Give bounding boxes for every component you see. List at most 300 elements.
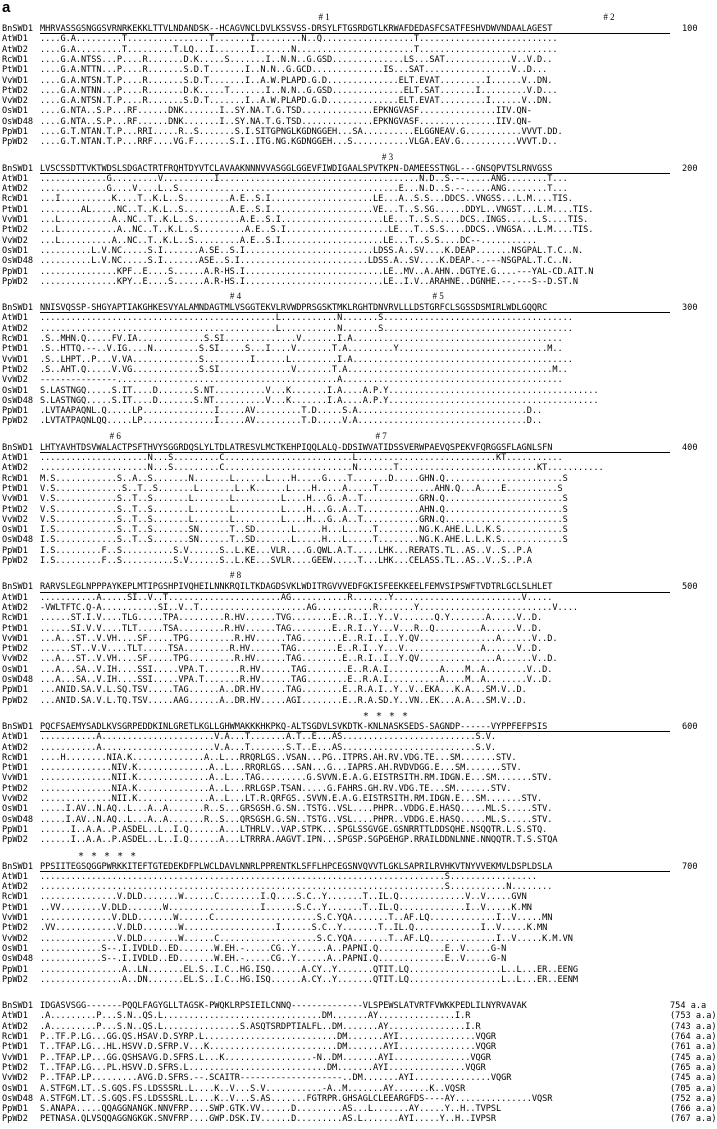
sequence-row <box>2 453 563 463</box>
sequence-row <box>2 753 517 763</box>
sequence-name: PtWD1 <box>2 902 28 913</box>
sequence-residues: ..............NIA.K..............A..L...RRLGSP.TSAN.....G.FAHRS.GH.RV.VDG.TE...SM.......STV. <box>40 783 512 794</box>
sequence-name: PtWD2 <box>2 364 28 375</box>
sequence-residues: ...A...ST..V.VH....SF.....TPG.........R.HV......TAG........E..R.I..I..Y.QV...............A......V..D. <box>40 654 558 665</box>
sequence-name: OsWD48 <box>2 814 34 825</box>
sequence-row <box>2 763 522 773</box>
sequence-name: BnSWD1 <box>2 442 34 453</box>
sequence-row <box>2 1001 707 1012</box>
sequence-residues: LHTYAVHTDSVWALACTPSFTHVYSGGRDQSLYLTDLATRESVLMCTKEHPIQQLALQ-DDSIWVATIDSSVERWPAEVQSPEKVFQRGGSFLAGNLSFN <box>40 442 553 453</box>
sequence-residues: .S..HTTQ.--..V.IG....N.........S.SI.....S...I....V.......T.A.........Y.............................M.. <box>40 344 563 355</box>
sequence-name: RcWD1 <box>2 892 28 903</box>
sequence-name: AtWD1 <box>2 871 28 882</box>
sequence-length: 754 a.a <box>670 1001 707 1012</box>
sequence-residues: ................A..DN.......EL.S..I.C..HG.ISQ......A.CY..Y.......QTIT.LQ..................L..L...ER..EENM <box>40 974 579 985</box>
sequence-residues: ......I..A.A..P.ASDEL..L..I.Q......A...LTRRRA.AAGVT.IPN...SPGSP.SGPGEHGP.RRAILDDNLNNE.NNQQTR.T.S.STQA <box>40 835 558 846</box>
sequence-name: PtWD1 <box>2 623 28 634</box>
sequence-residues: I.S............S..T..S.......SN......T..SD.......L.....H...L.....T........NG.K.AHE.L.L.K.S............S <box>40 525 568 536</box>
motif-underline <box>40 312 670 313</box>
sequence-residues: .............G....V....L..S...........................................E...N.D..S.--.....ANG........T... <box>40 184 568 195</box>
sequence-name: VvWD2 <box>2 514 28 525</box>
sequence-residues: M.S............S..A..S.......N.......L......L....H.....G....T.......D.....GHN.Q.......................S <box>40 473 568 484</box>
sequence-residues: ....G.T.NTAN.T.P...RRF....VG.F.......S.I..ITG.NG.KGDNGGEH...S...........VLGA.EAV.G...........VVVT.D.. <box>40 137 558 148</box>
sequence-residues: ...ANID.SA.V.L.SQ.TSV.....TAG......A..DR.HV.....TAG........E..R.A.I..Y..V..EKA...K.A...SM.V..D. <box>40 685 527 696</box>
sequence-residues: ...............................................................................S...........N........ <box>40 882 553 893</box>
sequence-row <box>2 913 552 923</box>
sequence-name: PpWD1 <box>2 127 28 137</box>
sequence-name: PpWD1 <box>2 964 28 975</box>
position-number: 500 <box>682 582 698 593</box>
sequence-name: OsWD48 <box>2 675 34 686</box>
sequence-row <box>2 344 563 354</box>
sequence-residues: LVSCSSDTTVKTWDSLSDGACTRTFRQHTDYVTCLAVAAKNNNVVASGGLGGEVFIWDIGAALSPVTKPN-DAMEESSTNGL---GNSQPVTSLRNVGSS <box>40 163 553 174</box>
sequence-name: PtWD1 <box>2 65 28 76</box>
sequence-name: AtWD1 <box>2 453 28 464</box>
sequence-residues: P..TFAP.LP...GG.QSHSAVG.D.SFRS.L...K.................-N..DM.......AYI...............VQGR <box>40 1052 491 1063</box>
sequence-row <box>2 675 552 685</box>
sequence-length: (766 a.a) <box>670 1104 717 1115</box>
sequence-residues: ....G.A.NTTN...P....R.......S.D.T.......I..N.N..G.GCD..............IS...SAT.................V..D... <box>40 65 548 76</box>
motif-underline <box>40 33 670 34</box>
sequence-name: PpWD1 <box>2 545 28 556</box>
sequence-name: OsWD48 <box>2 116 34 127</box>
sequence-residues: .S..AHT.Q.....V.VG.............S.SI..............V.......T.A........................................M.. <box>40 364 568 375</box>
sequence-name: OsWD48 <box>2 395 34 406</box>
sequence-row <box>2 365 568 375</box>
sequence-row <box>2 96 552 106</box>
alignment-block <box>2 989 717 1129</box>
sequence-residues: ....G.A.NTSN.T.P....R.......S.D.T.......I..A.W.PLAPD.G.D..............ELT.EVAT.........I......V..DN. <box>40 75 553 86</box>
sequence-residues: .LVTAAPAQNL.Q.....LP..............I.....AV.........T.D.....S.A.................................D.. <box>40 406 543 417</box>
sequence-name: PtWD1 <box>2 483 28 494</box>
motif-marker: # 5 <box>432 291 444 302</box>
sequence-row <box>2 416 542 426</box>
sequence-residues: .....I.AV..N.AQ..L...A..A.......R..S...QRSGSH.G.SN..TSTG..VSL....PHPR..VDDG.E.HASQ.....ML.S.....STV. <box>40 814 553 825</box>
sequence-row <box>2 505 568 515</box>
sequence-length: (745 a.a) <box>670 1073 717 1084</box>
sequence-name: RcWD1 <box>2 334 28 345</box>
sequence-row <box>2 773 552 783</box>
sequence-residues: A.STFGM.LT..S.GQS.FS.LDSSSRL.L....K..V...S.AS.......FGTRPR.GHSAGLCLEEARGFDS----AY...............VQSR <box>40 1093 553 1104</box>
sequence-row <box>2 1021 717 1032</box>
sequence-row <box>2 313 573 323</box>
sequence-row <box>2 267 593 277</box>
sequence-row <box>2 256 573 266</box>
alignment-block <box>2 152 706 292</box>
sequence-name: OsWD48 <box>2 954 34 965</box>
sequence-name: VvWD1 <box>2 913 28 924</box>
sequence-name: PpWD2 <box>2 276 28 287</box>
motif-marker: # 1 <box>318 12 330 22</box>
sequence-row <box>2 696 527 706</box>
sequence-row <box>2 644 542 654</box>
sequence-name: PtWD2 <box>2 504 28 515</box>
sequence-name: PtWD2 <box>2 225 28 236</box>
sequence-name: VvWD2 <box>2 1073 28 1084</box>
sequence-name: PpWD2 <box>2 695 28 706</box>
sequence-name: BnSWD1 <box>2 303 34 314</box>
sequence-residues: ....G.A.NTSN.T.P....R.......S.D.T.......I..A.W.PLAPD.G.D..............ELT.EVAT.........I......V..DN. <box>40 96 553 107</box>
sequence-name: RcWD1 <box>2 613 28 624</box>
sequence-residues: I.S.........F..S..........S.V......S..L.KE...VLR....G.QWL.A.T.....LHK...RERATS.TL..AS..V..S..P.A <box>40 545 532 556</box>
sequence-name: OsWD48 <box>2 535 34 546</box>
sequence-row <box>2 923 547 933</box>
motif-underline <box>40 592 670 593</box>
alignment-block <box>2 570 706 710</box>
sequence-name: AtWD1 <box>2 173 28 184</box>
sequence-name: PtWD1 <box>2 204 28 215</box>
alignment-block <box>2 431 706 571</box>
sequence-length: (767 a.a) <box>670 1114 717 1125</box>
sequence-name: PpWD2 <box>2 1114 28 1125</box>
sequence-name: VvWD1 <box>2 75 28 86</box>
sequence-row <box>2 613 542 623</box>
sequence-name: OsWD48 <box>2 256 34 267</box>
sequence-row <box>2 665 552 675</box>
sequence-row <box>2 474 568 484</box>
motif-underline <box>40 173 670 174</box>
sequence-residues: ...ANID.SA.V.L.TQ.TSV.....AAG......A..DR.HV.....AGI........E..R.A.SD.Y..VN..EK...A.A...SM.V..D. <box>40 695 527 706</box>
sequence-residues: ....H........NIA.K..............A..L...RRQRLGS..VSAN...PG..ITPRS.AH.RV.VDG.TE...SM.......STV. <box>40 752 517 763</box>
sequence-residues: P..TF.P.LG...GG.QS.HSAV.D.SYRP.L..........................DM.......AYI...............VQGR <box>40 1032 497 1043</box>
sequence-residues: ...............V.DLD.......W......C........I.Q....S.C..Y.......T..IL.Q.............V..V.....GVN <box>40 892 527 903</box>
sequence-residues: ...L...........A..NC..T..K.L..S.........A.E..S.I....................LE...T..S.S....DDCS..VNGSA...L.M....TIS. <box>40 225 594 236</box>
sequence-name: OsWD48 <box>2 1093 34 1104</box>
sequence-row <box>2 903 532 913</box>
sequence-name: AtWD2 <box>2 44 28 55</box>
sequence-name: PtWD1 <box>2 763 28 774</box>
sequence-length: (761 a.a) <box>670 1042 717 1053</box>
sequence-length: (705 a.a) <box>670 1083 717 1094</box>
sequence-name: PpWD1 <box>2 406 28 417</box>
sequence-name: AtWD2 <box>2 1021 28 1032</box>
sequence-row <box>2 34 558 44</box>
sequence-residues: T..TFAP.LG...HL.HSVV.D.SFRP.V...K.........................DM.......AYI...............VQGR <box>40 1042 497 1053</box>
sequence-row <box>2 892 527 902</box>
motif-marker: # 8 <box>229 570 242 581</box>
sequence-row <box>2 463 604 473</box>
sequence-residues: ...............KPF..E....S......A.R-HS.I...........................LE..MV..A.AHN..DGTYE.G....---YAL-CD.AIT.N <box>40 266 594 277</box>
sequence-residues: ...........A......................V.A...T.......S.T..E...AS..........................S.V. <box>40 742 497 753</box>
sequence-residues: I.S.........F..S..........S.V......S..L.KE...SVLR....GEEW.....T...LHK...CELASS.TL..AS..V..S..P.A <box>40 556 532 567</box>
sequence-residues: ..........L.V.NC.....S.I.......ASE..S.I.........................LDSS.A..SV....K.DEAP.-.---NSGPAL.T.C..N. <box>40 256 573 267</box>
sequence-residues: ..............................................L...........N.......S..................................... <box>40 323 573 334</box>
sequence-row <box>2 654 558 664</box>
sequence-name: AtWD2 <box>2 882 28 893</box>
sequence-row <box>2 277 578 287</box>
sequence-residues: ...............KPY..E....S......A.R-HS.I...........................LE..I.V..ARAHNE..DGNHE.--.---S--D.ST.N <box>40 276 579 287</box>
sequence-length: (765 a.a) <box>670 1062 717 1073</box>
sequence-row <box>2 225 593 235</box>
sequence-residues: .....................N...S.........C.........................L...........................KT........... <box>40 453 563 464</box>
sequence-row <box>2 45 558 55</box>
sequence-residues: .LVTATPAQNLQQ.....LP..............I.....AV.........T.D.....V.A.................................D.. <box>40 416 543 427</box>
sequence-residues: S.LASTNGQ.....S.IT....D.......S.NT..........V...K.......I.A....A.P.Y......................................... <box>40 385 599 396</box>
sequence-name: BnSWD1 <box>2 582 34 593</box>
sequence-residues: ..VV........V.DLD.......W..................I......S.C..Y.......T..IL.Q.............I..V.....K.MN <box>40 902 532 913</box>
position-number: 400 <box>682 442 698 453</box>
sequence-name: RcWD1 <box>2 1032 28 1043</box>
sequence-residues: ....G.A.........T................T.......I.........N..Q..................T........................... <box>40 34 558 45</box>
sequence-residues: P..TFAP.LP.........AVG.D.SFRS.--.SCAITR--------------------..DM.......AYI...............VQGR <box>40 1073 512 1084</box>
sequence-row <box>2 1032 717 1043</box>
sequence-residues: A.STFGM.LT..S.GQS.FS.LDSSSRL.L....K..V...S.V...........-A..M.......AY.......K..VQSR <box>40 1083 466 1094</box>
sequence-residues: ..............NIV.K..............A..L...RRQRLGS...SAN...G...IAPRS.AH.RVDVDGG.E...SM.......STV. <box>40 763 522 774</box>
sequence-row <box>2 106 532 116</box>
sequence-row <box>2 685 527 695</box>
sequence-residues: I.S............S..T..S.......SN......T..SD.......L.....H...L.....T........NG.K.AHE.L.L.K.S............S <box>40 535 568 546</box>
sequence-residues: ..............NII.K..............A..L...TAG.........G.SVVN.E.A.G.EISTRSITH.RM.IDGN.E...SM.......STV. <box>40 773 553 784</box>
sequence-residues: ......I..A.A..P.ASDEL..L..I.Q......A...LTHRLV..VAP.STPK...SPGLSSGVGE.GSNRRTTLDDSQHE.NSQQTR.L.S.STQ. <box>40 824 548 835</box>
sequence-name: VvWD2 <box>2 794 28 805</box>
nls-stars: * * * * * <box>77 850 137 862</box>
sequence-name: VvWD1 <box>2 633 28 644</box>
sequence-name: VvWD1 <box>2 773 28 784</box>
sequence-residues: .VV............V.DLD.......W..................I......S.C..Y.......T..IL.Q.............I..V.....K.MN <box>40 923 548 934</box>
sequence-row <box>2 732 496 742</box>
sequence-residues: ...A...ST..V.VH....SF.....TPG.........R.HV......TAG........E..R.I..I..Y.QV...............A......V..D. <box>40 633 558 644</box>
sequence-residues: S.LASTNGQ.....S.IT....D.......S.NT..........V...K.......I.A....A.P.Y......................................... <box>40 395 599 406</box>
sequence-name: AtWD1 <box>2 592 28 603</box>
sequence-row <box>2 55 552 65</box>
sequence-residues: ....G.NTA..S.P...RF......DNK.......I..SY.NA.T.G.TSD..............EPKNGVASF...............IIV.QN- <box>40 106 532 117</box>
sequence-row <box>2 1093 717 1104</box>
sequence-name: OsWD1 <box>2 1083 28 1094</box>
sequence-row <box>2 184 568 194</box>
sequence-name: PpWD1 <box>2 824 28 835</box>
sequence-row <box>2 546 532 556</box>
sequence-row <box>2 1073 717 1084</box>
sequence-row <box>2 137 558 147</box>
sequence-name: OsWD1 <box>2 664 28 675</box>
position-number: 700 <box>682 861 698 872</box>
sequence-residues: ...............V.DLD.......W......C...................S.C.YQA.......T..AF.LQ.............I..V.....K.M.VN <box>40 933 573 944</box>
sequence-residues: ......SI.V.V....TLT.....TSA.........R.HV......TAG........E..R.I..Y...V...R..Q.........A......V..D. <box>40 623 543 634</box>
sequence-residues: ...L..........A..NC..T..K.L..S.........A.E..S.I....................LE...T..S.S....DC--........... <box>40 235 538 246</box>
sequence-residues: V.S.............S..T..S.......L.......L..K......L....H.....A.....T...........AHN.Q...A....E..........S <box>40 483 563 494</box>
sequence-residues: V.S............S..T..S.......L.......L.........L....H...G..A..T...........AHN.Q.......................S <box>40 504 568 515</box>
sequence-residues: ...A...SA..V.IH....SSI.....VPA.T.......R.HV......TAG........E..R.A.I..........A....M..A........V..D. <box>40 664 553 675</box>
sequence-name: PpWD2 <box>2 416 28 427</box>
sequence-name: RcWD1 <box>2 194 28 205</box>
sequence-residues: S.ANAPA.....QQAGGNANGK.NNVFRP....SWP.GTK.VV......D.........AS...L.......AY.....Y..H..TVPSL <box>40 1104 502 1115</box>
sequence-residues: MHRVASSGSNGGSVRNRKEKKLTTVLNDANDSK--HCAGVNCLDVLKSSVSS-DRSYLFTGSRDGTLKRWAFDEDASFCSATFESHVDWVNDAALAGEST <box>40 24 553 34</box>
alignment-block <box>2 12 706 152</box>
sequence-residues: ..........L.V.NC.....S.I.......A.SE..S.I.........................LDSS.A..SV....K.DEAP.......NSGPAL.T.C..N. <box>40 245 584 256</box>
sequence-name: RcWD1 <box>2 473 28 484</box>
sequence-row <box>2 355 573 365</box>
sequence-residues: ................A..LN.......EL.S..I.C..HG.ISQ......A.CY..Y.......QTIT.LQ..................L..L...ER..EENG <box>40 964 579 975</box>
sequence-row <box>2 794 542 804</box>
sequence-row <box>2 624 542 634</box>
sequence-length: (764 a.a) <box>670 1032 717 1043</box>
sequence-residues: NNISVQSSP-SHGYAPTIAKGHKESVYALAMNDAGTMLVSGGTEKVLRVWDPRSGSKTMKLRGHTDNVRVLLLDSTGRFCLSGSSDSMIRLWDLGQQRC <box>40 303 548 314</box>
sequence-name: VvWD2 <box>2 235 28 246</box>
sequence-row <box>2 954 506 964</box>
sequence-name: VvWD2 <box>2 375 28 386</box>
sequence-name: BnSWD1 <box>2 721 34 732</box>
sequence-row <box>2 1062 717 1073</box>
sequence-name: AtWD1 <box>2 34 28 45</box>
sequence-residues: ......ST.I.V....TLG.....TPA.........R.HV......TVG........E..R..I..Y..V.......Q.Y.......A.....V..D. <box>40 613 543 624</box>
sequence-row <box>2 194 573 204</box>
sequence-row <box>2 944 506 954</box>
alignment-block <box>2 850 706 990</box>
sequence-residues: ...........A......................V.A...T.......A.T..E...AS..........................S.V. <box>40 732 497 743</box>
sequence-name: AtWD2 <box>2 742 28 753</box>
position-number: 300 <box>682 303 698 314</box>
sequence-residues: .....I.AV..N.AQ..L...A..A.......R..S...GRSGSH.G.SN..TSTG..VSL....PHPR..VDDG.E.HASQ.....ML.S.....STV. <box>40 804 553 815</box>
sequence-residues: ............S--.I.IVDLD..ED.......W.EH.-.....CG..Y......A..PAPNI.Q.............E..V.....G-N <box>40 943 507 954</box>
sequence-name: PpWD1 <box>2 1104 28 1115</box>
sequence-residues: ..............NII.K..............A..L...LT.R.QRFGS..SVVN.E.A.G.EISTRSITH.RM.IDGN.E...SM.......STV. <box>40 794 543 805</box>
sequence-row <box>2 484 563 494</box>
sequence-alignment <box>2 12 717 1129</box>
sequence-row <box>2 375 563 385</box>
sequence-length: (753 a.a) <box>670 1011 717 1022</box>
sequence-name: PtWD2 <box>2 923 28 934</box>
sequence-name: PtWD1 <box>2 1042 28 1053</box>
sequence-row <box>2 515 568 525</box>
sequence-row <box>2 324 573 334</box>
sequence-residues: V.S............S..T..S.......L.......L.........L....H...G..A..T...........GRN.Q.......................S <box>40 514 568 525</box>
panel-label: a <box>2 0 11 16</box>
sequence-name: PtWD1 <box>2 344 28 355</box>
sequence-row <box>2 334 563 344</box>
motif-marker: # 4 <box>229 291 242 302</box>
sequence-residues: PQCFSAEMYSADLKVSGRPEDDKINLGRETLKGLLGHWMAKKKHKPKQ-ALTSGDVLSVKDTK-KNLNASKSEDS-SAGNDP------VYPPFEFPSIS <box>40 721 548 732</box>
sequence-row <box>2 872 537 882</box>
sequence-name: PpWD2 <box>2 556 28 567</box>
sequence-name: PtWD2 <box>2 783 28 794</box>
sequence-row <box>2 825 547 835</box>
sequence-name: BnSWD1 <box>2 163 34 174</box>
sequence-name: OsWD1 <box>2 804 28 815</box>
sequence-name: AtWD1 <box>2 313 28 324</box>
sequence-row <box>2 556 532 566</box>
motif-marker: # 2 <box>603 12 615 22</box>
sequence-row <box>2 1104 717 1115</box>
sequence-residues: ......ST..V.V....TLT.....TSA.........R.HV......TAG........E..R.I..Y...V...............A......V..D. <box>40 644 543 655</box>
alignment-block <box>2 291 706 431</box>
sequence-name: RcWD1 <box>2 752 28 763</box>
sequence-row <box>2 535 568 545</box>
sequence-row <box>2 603 578 613</box>
sequence-residues: ........AL.....NC..T..K.L..S.........A.E..S.I....................VE...T..S.SG......DDYL..VNGST...L.M....TIS. <box>40 204 594 215</box>
sequence-name: PpWD2 <box>2 835 28 846</box>
sequence-row <box>2 1052 717 1063</box>
position-number: 200 <box>682 163 698 174</box>
sequence-name: VvWD2 <box>2 933 28 944</box>
sequence-row <box>2 174 568 184</box>
sequence-row <box>2 815 552 825</box>
sequence-name: PtWD2 <box>2 85 28 96</box>
sequence-residues: ....G.A.........T.........T.LQ...I.......I.......N.......................T........................... <box>40 44 558 55</box>
sequence-residues: V.S............S..T..S.......L.......L.........L....H...G..A..T...........GRN.Q.......................S <box>40 494 568 505</box>
sequence-name: AtWD1 <box>2 1011 28 1022</box>
sequence-row <box>2 494 568 504</box>
sequence-length: (743 a.a) <box>670 1021 717 1032</box>
sequence-row <box>2 1114 717 1125</box>
sequence-name: AtWD2 <box>2 602 28 613</box>
sequence-row <box>2 127 563 137</box>
sequence-residues: ---------------...........................................A........................................... <box>40 375 563 386</box>
sequence-name: BnSWD1 <box>2 861 34 872</box>
sequence-name: VvWD1 <box>2 354 28 365</box>
sequence-row <box>2 246 583 256</box>
sequence-row <box>2 934 573 944</box>
sequence-row <box>2 386 599 396</box>
sequence-name: PpWD1 <box>2 266 28 277</box>
sequence-residues: .....................N...S.........C.........................N.......T...........................KT........... <box>40 463 604 474</box>
sequence-residues: RARVSLEGLNPPPAYKEPLMTIPGSHPIVQHEILNNKRQILTKDAGDSVKLWDITRGVVVEDFGKISFEEKKEELFEMVSIPSWFTVDTRLGCLSLHLET <box>40 582 553 593</box>
sequence-name: AtWD2 <box>2 463 28 474</box>
sequence-residues: -VWLTFTC.Q-A...........SI..V..T.....................AG...........R.......Y..........................V.... <box>40 602 579 613</box>
sequence-residues: .A.........P...S.N..QS.L...............................DM.......AY...............I.R <box>40 1011 471 1022</box>
sequence-residues: PETNASA.QLVSQQAGGNGKGK.SNVFRP....GWP.DSK.IV......D.........AS.L.......AYI.....Y..H..IVPSR <box>40 1114 497 1125</box>
sequence-row <box>2 396 599 406</box>
sequence-residues: .S..LHPT..P...V.VA.............S.........I......L.........I.A........................................... <box>40 354 573 365</box>
sequence-residues: ....G.T.NTAN.T.P...RRI.....R..S.......S.I.SITGPNGLKGDNGGEH...SA..........ELGGNEAV.G...........VVVT.DD. <box>40 127 563 137</box>
sequence-name: VvWD1 <box>2 215 28 226</box>
sequence-length: (752 a.a) <box>670 1093 717 1104</box>
sequence-name: OsWD1 <box>2 106 28 117</box>
sequence-residues: .............G.........V..........I.......................................N.D..S.--.....ANG........T... <box>40 173 568 184</box>
sequence-name: RcWD1 <box>2 54 28 65</box>
sequence-residues: .A.........P...S.N..QS.L...............S.ASQTSRDPTIALFL..DM.......AY...............I.R <box>40 1021 481 1032</box>
sequence-row <box>2 882 552 892</box>
sequence-row <box>2 406 542 416</box>
sequence-name: AtWD1 <box>2 732 28 743</box>
sequence-name: OsWD1 <box>2 245 28 256</box>
sequence-row <box>2 215 588 225</box>
sequence-row <box>2 236 537 246</box>
sequence-residues: ...L..........A..NC..T..K.L..S.........A.E..S.I....................LE...T..S.S....DCS..INGS.....L.S....TIS. <box>40 215 589 226</box>
sequence-row <box>2 1083 717 1094</box>
sequence-residues: .S..MHN.Q.....FV.IA.............S.SI..............V.......I.A......................................... <box>40 334 563 345</box>
sequence-residues: ...........A.....SI..V..T......................AG...........R.......Y.........................V..... <box>40 592 553 603</box>
nls-stars: * * * * <box>362 710 409 722</box>
sequence-row <box>2 205 593 215</box>
sequence-residues: ..............................................L...........N.......S..................................... <box>40 313 573 324</box>
motif-marker: # 7 <box>375 430 387 441</box>
sequence-row <box>2 117 532 127</box>
sequence-name: AtWD2 <box>2 323 28 334</box>
sequence-name: BnSWD1 <box>2 24 34 34</box>
sequence-name: VvWD1 <box>2 1052 28 1063</box>
sequence-row <box>2 804 552 814</box>
sequence-residues: ....G.A.NTNN...P....R.......D.K.....T.......I..N.N..G.GSD..............ELT.SAT.......I.........V.D... <box>40 85 558 96</box>
sequence-residues: PPSIITEGSQGGPWRKKITEFTGTEDEKDFPLWCLDAVLNNRLPPRENTKLSFFLHPCEGSNVQVVTLGKLSAPRILRVHKVTNYVVEKMVLDSPLDSLA <box>40 861 553 872</box>
sequence-row <box>2 76 552 86</box>
sequence-residues: ............S--.I.IVDLD..ED.......W.EH.-.....CG..Y......A..PAPNI.Q.............E..V.....G-N <box>40 954 507 965</box>
sequence-residues: ...............................................................................S................. <box>40 871 538 882</box>
sequence-row <box>2 965 578 975</box>
sequence-row <box>2 835 558 845</box>
motif-underline <box>40 731 670 732</box>
sequence-name: PpWD2 <box>2 137 28 148</box>
sequence-row <box>2 784 511 794</box>
sequence-name: PpWD2 <box>2 974 28 985</box>
sequence-residues: ....G.NTA..S.P...RF......DNK.......I..SY.NA.T.G.TSD..............EPKNGVASF...............IIV.QN- <box>40 116 532 127</box>
sequence-name: VvWD2 <box>2 96 28 107</box>
sequence-name: VvWD2 <box>2 654 28 665</box>
sequence-residues: ...I..........K....T..K.L..S.........A.E..S.I....................LE...A..S.S...DDCS..VNGSS...L.M....TIS. <box>40 194 573 205</box>
sequence-row <box>2 1042 717 1053</box>
sequence-name: OsWD1 <box>2 385 28 396</box>
sequence-row <box>2 975 578 985</box>
sequence-name: OsWD1 <box>2 525 28 536</box>
